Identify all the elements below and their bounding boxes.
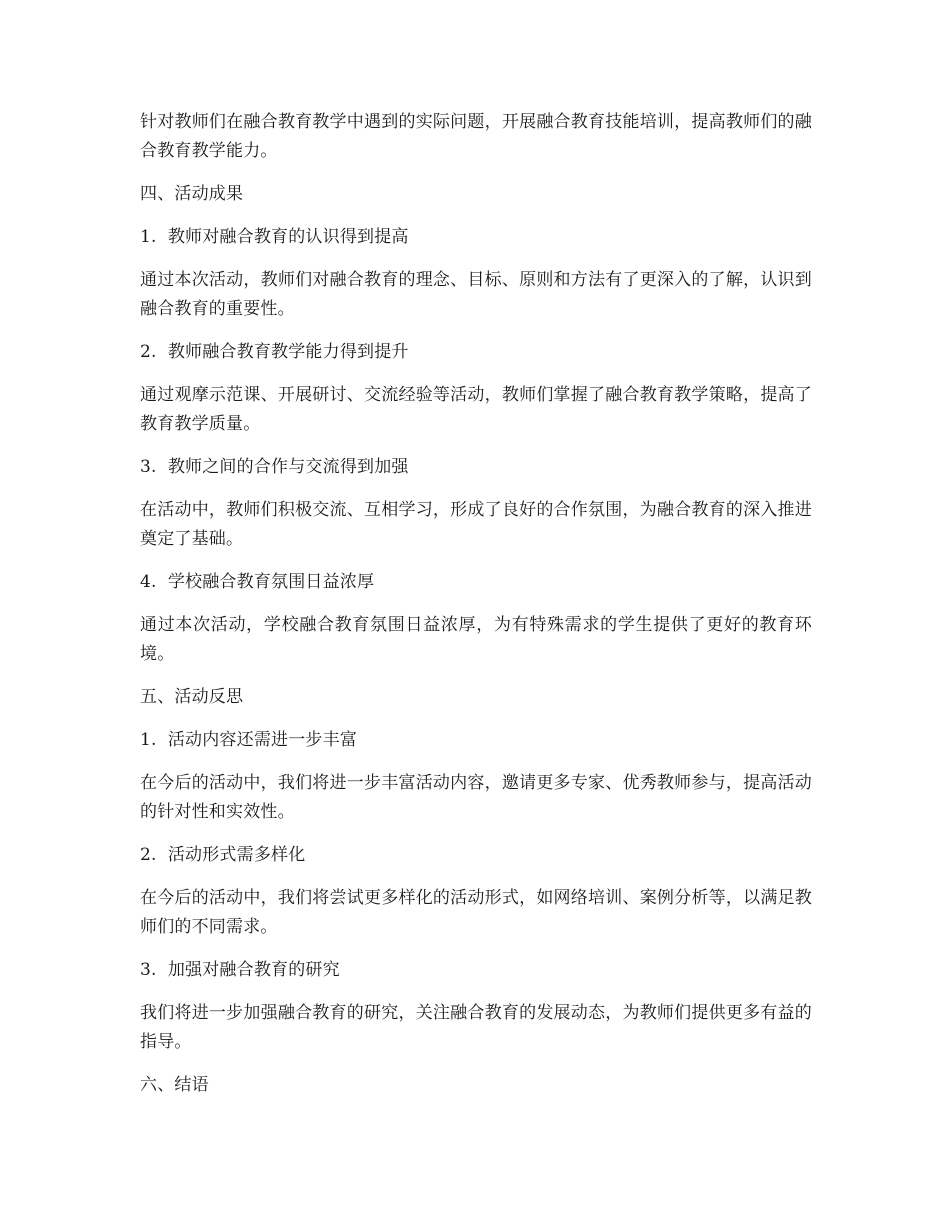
subheading-reflection-3: 3. 加强对融合教育的研究	[140, 960, 340, 980]
paragraph-results-2: 通过观摩示范课、开展研讨、交流经验等活动，教师们掌握了融合教育教学策略，提高了教育教学质量。	[140, 385, 812, 434]
subheading-results-3: 3. 教师之间的合作与交流得到加强	[140, 457, 409, 477]
subheading-reflection-2: 2. 活动形式需多样化	[140, 845, 306, 865]
section-heading-conclusion: 六、结语	[140, 1075, 209, 1095]
paragraph-results-1: 通过本次活动，教师们对融合教育的理念、目标、原则和方法有了更深入的了解，认识到融合教育的重要性。	[140, 270, 812, 319]
paragraph-results-3: 在活动中，教师们积极交流、互相学习，形成了良好的合作氛围，为融合教育的深入推进奠定了基础。	[140, 500, 812, 549]
subheading-results-4: 4. 学校融合教育氛围日益浓厚	[140, 572, 375, 592]
paragraph-reflection-2: 在今后的活动中，我们将尝试更多样化的活动形式，如网络培训、案例分析等，以满足教师们的不同需求。	[140, 888, 812, 937]
section-heading-reflection: 五、活动反思	[140, 687, 244, 707]
subheading-results-1: 1. 教师对融合教育的认识得到提高	[140, 227, 409, 247]
section-heading-results: 四、活动成果	[140, 184, 244, 204]
document-page	[140, 108, 812, 1114]
paragraph-reflection-3: 我们将进一步加强融合教育的研究，关注融合教育的发展动态，为教师们提供更多有益的指导。	[140, 1003, 812, 1052]
paragraph-training: 针对教师们在融合教育教学中遇到的实际问题，开展融合教育技能培训，提高教师们的融合教育教学能力。	[140, 112, 812, 161]
paragraph-results-4: 通过本次活动，学校融合教育氛围日益浓厚，为有特殊需求的学生提供了更好的教育环境。	[140, 615, 812, 664]
subheading-reflection-1: 1. 活动内容还需进一步丰富	[140, 730, 358, 750]
subheading-results-2: 2. 教师融合教育教学能力得到提升	[140, 342, 409, 362]
paragraph-reflection-1: 在今后的活动中，我们将进一步丰富活动内容，邀请更多专家、优秀教师参与，提高活动的针对性和实效性。	[140, 773, 812, 822]
